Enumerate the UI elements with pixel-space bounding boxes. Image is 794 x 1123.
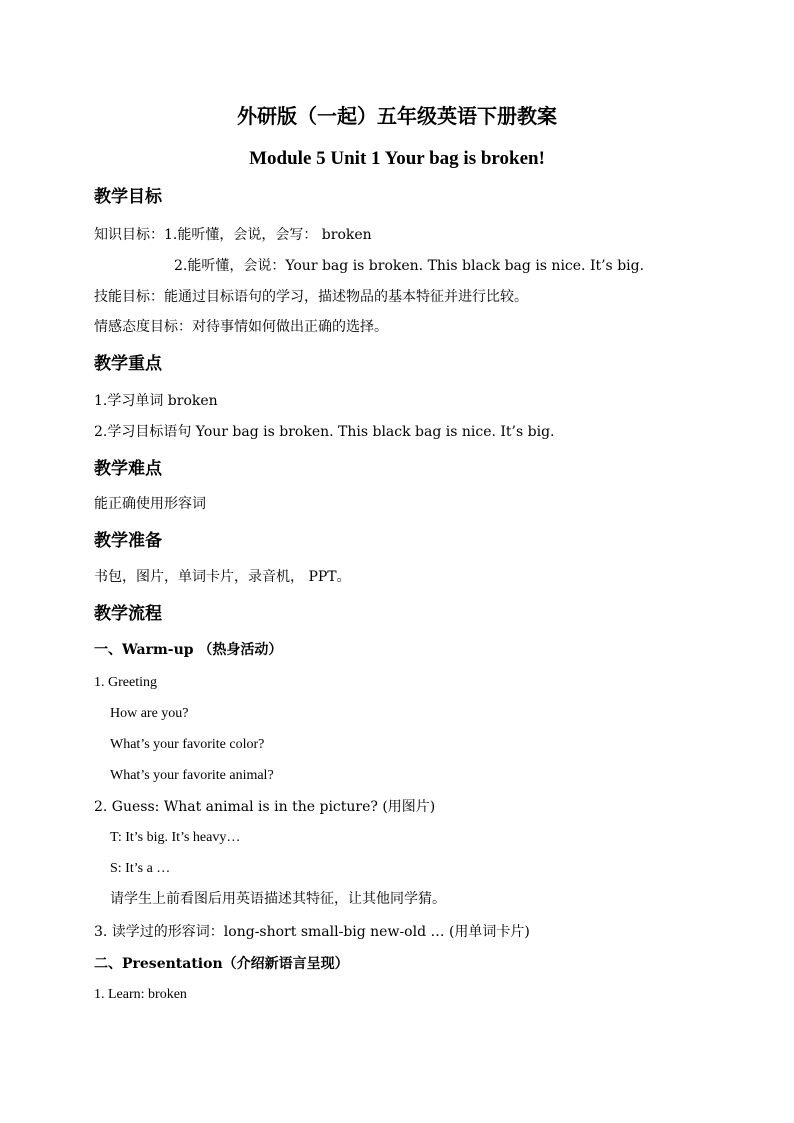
greeting-item: 1. Greeting: [94, 675, 157, 690]
presentation-heading: 二、Presentation（介绍新语言呈现）: [94, 956, 349, 972]
section-heading-key-points: 教学重点: [94, 354, 162, 374]
document-subtitle: Module 5 Unit 1 Your bag is broken!: [249, 148, 545, 169]
greeting-question-2: What’s your favorite color?: [110, 737, 265, 752]
adjectives-item: 3. 读学过的形容词：long-short small-big new-old … (用单词卡片): [94, 924, 530, 940]
knowledge-objective-2: 2.能听懂，会说：Your bag is broken. This black bag is nice. It’s big.: [174, 258, 645, 274]
section-heading-procedure: 教学流程: [94, 604, 162, 624]
teacher-line: T: It’s big. It’s heavy…: [110, 830, 241, 845]
warmup-heading: 一、Warm-up （热身活动）: [94, 642, 283, 658]
greeting-question-1: How are you?: [110, 706, 189, 721]
learn-item: 1. Learn: broken: [94, 987, 187, 1002]
emotion-objective: 情感态度目标：对待事情如何做出正确的选择。: [94, 319, 388, 335]
document-title: 外研版（一起）五年级英语下册教案: [237, 104, 557, 128]
knowledge-objective-1: 知识目标：1.能听懂，会说，会写： broken: [94, 227, 372, 243]
greeting-question-3: What’s your favorite animal?: [110, 768, 274, 783]
section-heading-preparation: 教学准备: [94, 531, 162, 551]
skill-objective: 技能目标：能通过目标语句的学习，描述物品的基本特征并进行比较。: [94, 289, 528, 305]
student-line: S: It’s a …: [110, 861, 171, 876]
difficulty-text: 能正确使用形容词: [94, 496, 206, 512]
guess-instruction: 请学生上前看图后用英语描述其特征，让其他同学猜。: [110, 891, 446, 907]
section-heading-objectives: 教学目标: [94, 187, 162, 207]
key-point-2: 2.学习目标语句 Your bag is broken. This black bag is nice. It’s big.: [94, 424, 555, 440]
section-heading-difficulties: 教学难点: [94, 459, 162, 479]
guess-item: 2. Guess: What animal is in the picture? (用图片): [94, 799, 436, 815]
preparation-text: 书包，图片，单词卡片，录音机， PPT。: [94, 569, 351, 585]
key-point-1: 1.学习单词 broken: [94, 393, 218, 409]
